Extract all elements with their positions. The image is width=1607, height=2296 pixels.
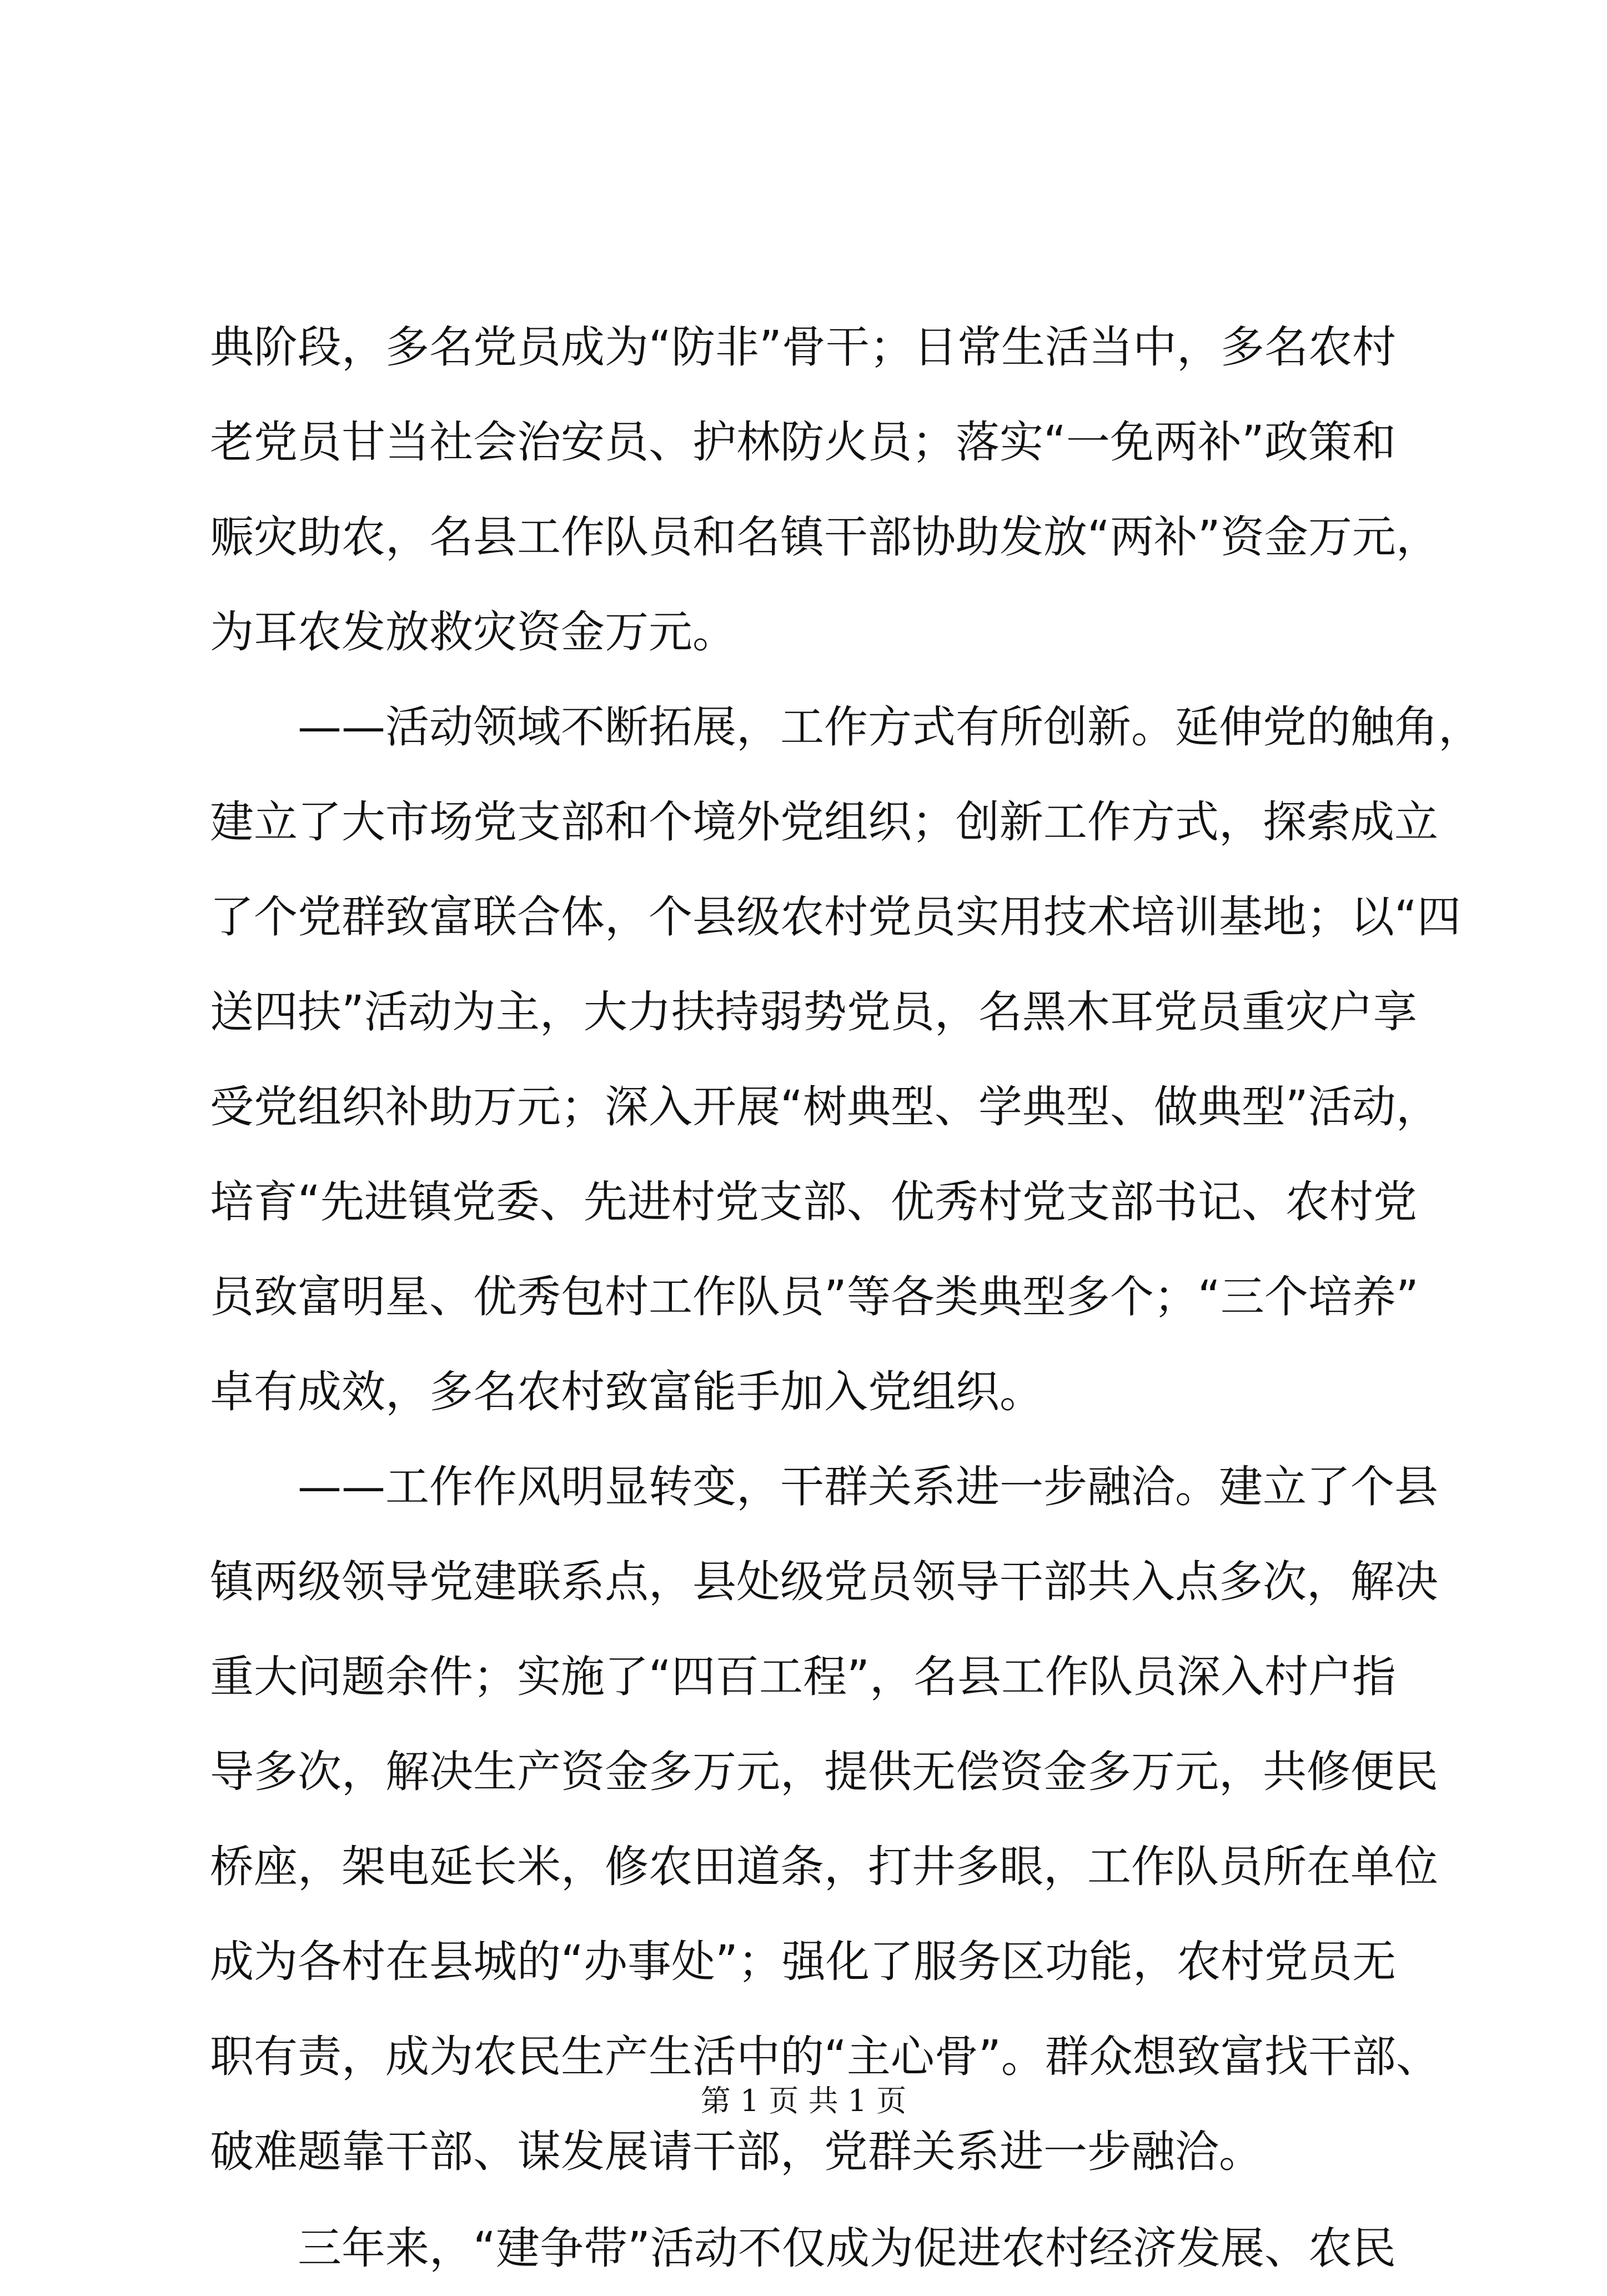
text-line: 老党员甘当社会治安员、护林防火员；落实“一免两补”政策和 bbox=[210, 417, 1396, 468]
page-footer: 第 1 页 共 1 页 bbox=[700, 2083, 907, 2118]
text-line: 导多次，解决生产资金多万元，提供无偿资金多万元，共修便民 bbox=[210, 1746, 1438, 1797]
text-line: 了个党群致富联合体，个县级农村党员实用技术培训基地；以“四 bbox=[210, 891, 1461, 943]
text-line: 受党组织补助万元；深入开展“树典型、学典型、做典型”活动， bbox=[210, 1081, 1440, 1132]
text-line: 典阶段，多名党员成为“防非”骨干；日常生活当中，多名农村 bbox=[210, 322, 1396, 373]
paragraph-first-line: 三年来，“建争带”活动不仅成为促进农村经济发展、农民 bbox=[298, 2223, 1396, 2274]
text-line: 镇两级领导党建联系点，县处级党员领导干部共入点多次，解决 bbox=[210, 1556, 1438, 1607]
text-line: 员致富明星、优秀包村工作队员”等各类典型多个；“三个培养” bbox=[210, 1271, 1419, 1322]
text-line: 培育“先进镇党委、先进村党支部、优秀村党支部书记、农村党 bbox=[210, 1176, 1417, 1227]
paragraph-first-line: ——活动领域不断拓展，工作方式有所创新。延伸党的触角， bbox=[298, 701, 1482, 753]
text-line: 赈灾助农，名县工作队员和名镇干部协助发放“两补”资金万元， bbox=[210, 512, 1440, 563]
text-line: 成为各村在县城的“办事处”；强化了服务区功能，农村党员无 bbox=[210, 1936, 1396, 1987]
paragraph-first-line: ——工作作风明显转变，干群关系进一步融洽。建立了个县 bbox=[298, 1461, 1438, 1512]
text-line: 送四扶”活动为主，大力扶持弱势党员，名黑木耳党员重灾户享 bbox=[210, 986, 1417, 1037]
text-line: 重大问题余件；实施了“四百工程”，名县工作队员深入村户指 bbox=[210, 1651, 1396, 1702]
body-text bbox=[210, 300, 1482, 2296]
text-line: 卓有成效，多名农村致富能手加入党组织。 bbox=[210, 1366, 1043, 1417]
text-line: 为耳农发放救灾资金万元。 bbox=[210, 606, 736, 658]
text-line: 破难题靠干部、谋发展请干部，党群关系进一步融洽。 bbox=[210, 2126, 1263, 2177]
text-line: 职有责，成为农民生产生活中的“主心骨”。群众想致富找干部、 bbox=[210, 2031, 1440, 2082]
text-line: 建立了大市场党支部和个境外党组织；创新工作方式，探索成立 bbox=[210, 796, 1438, 848]
text-line: 桥座，架电延长米，修农田道条，打井多眼，工作队员所在单位 bbox=[210, 1841, 1438, 1892]
